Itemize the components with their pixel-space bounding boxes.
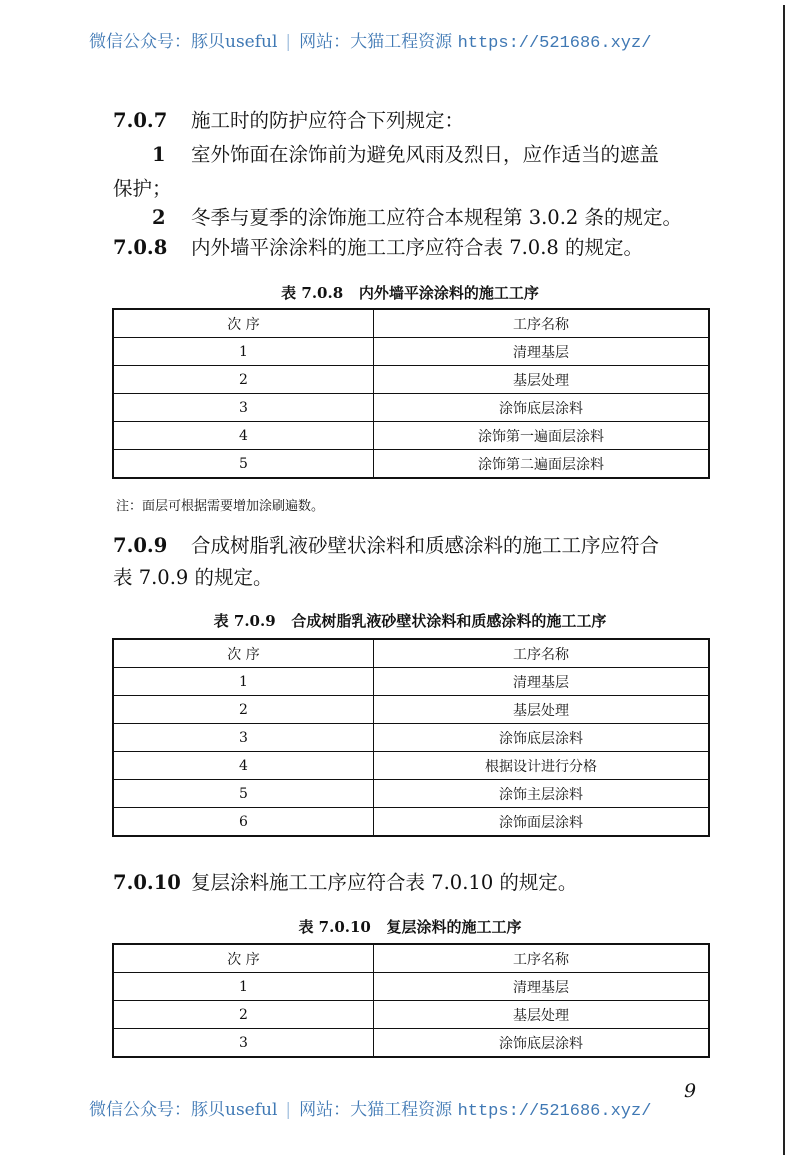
clause-7-0-10 bbox=[113, 873, 577, 893]
clause-7-0-7-item-1 bbox=[152, 145, 659, 165]
cell-process: 基层处理 bbox=[374, 1001, 710, 1029]
cell-sequence: 2 bbox=[113, 1001, 374, 1029]
watermark-site: 网站：大猫工程资源 bbox=[299, 32, 453, 52]
header-process-name: 工序名称 bbox=[374, 944, 710, 973]
table-7-0-9-caption bbox=[0, 610, 800, 631]
cell-process: 涂饰主层涂料 bbox=[374, 780, 710, 808]
clause-number: 7.0.8 bbox=[113, 236, 168, 259]
cell-process: 涂饰面层涂料 bbox=[374, 808, 710, 837]
table-7-0-9 bbox=[112, 638, 710, 837]
header-process-name: 工序名称 bbox=[374, 639, 710, 668]
header-sequence: 次 序 bbox=[113, 309, 374, 338]
header-sequence: 次 序 bbox=[113, 639, 374, 668]
watermark-account: 微信公众号：豚贝useful bbox=[89, 32, 278, 52]
cell-process: 涂饰第一遍面层涂料 bbox=[374, 422, 710, 450]
table-row bbox=[113, 366, 709, 394]
clause-7-0-9 bbox=[113, 536, 659, 556]
page-edge-line bbox=[783, 5, 785, 1155]
clause-text: 复层涂料施工工序应符合表 7.0.10 的规定。 bbox=[191, 871, 578, 894]
clause-7-0-8 bbox=[113, 238, 643, 258]
table-7-0-8-caption bbox=[0, 282, 800, 303]
table-header-row bbox=[113, 309, 709, 338]
table-row bbox=[113, 1029, 709, 1058]
caption-title: 内外墙平涂涂料的施工工序 bbox=[358, 284, 539, 302]
caption-number: 表 7.0.10 bbox=[298, 918, 371, 936]
cell-process: 清理基层 bbox=[374, 668, 710, 696]
cell-process: 涂饰底层涂料 bbox=[374, 724, 710, 752]
clause-text: 合成树脂乳液砂壁状涂料和质感涂料的施工工序应符合 bbox=[191, 534, 660, 557]
watermark-top bbox=[89, 27, 651, 53]
cell-process: 基层处理 bbox=[374, 366, 710, 394]
table-row bbox=[113, 450, 709, 479]
header-sequence: 次 序 bbox=[113, 944, 374, 973]
cell-process: 根据设计进行分格 bbox=[374, 752, 710, 780]
caption-title: 复层涂料的施工工序 bbox=[386, 918, 522, 936]
caption-title: 合成树脂乳液砂壁状涂料和质感涂料的施工工序 bbox=[291, 612, 607, 630]
clause-7-0-9-cont: 表 7.0.9 的规定。 bbox=[113, 566, 273, 589]
table-header-row bbox=[113, 944, 709, 973]
table-7-0-10 bbox=[112, 943, 710, 1058]
item-number: 2 bbox=[152, 206, 166, 229]
watermark-separator: | bbox=[285, 1100, 292, 1120]
clause-text: 内外墙平涂涂料的施工工序应符合表 7.0.8 的规定。 bbox=[191, 236, 644, 259]
table-row bbox=[113, 724, 709, 752]
table-header-row bbox=[113, 639, 709, 668]
cell-sequence: 4 bbox=[113, 422, 374, 450]
table-row bbox=[113, 973, 709, 1001]
cell-process: 清理基层 bbox=[374, 973, 710, 1001]
watermark-bottom bbox=[89, 1095, 651, 1121]
cell-sequence: 5 bbox=[113, 450, 374, 479]
cell-sequence: 1 bbox=[113, 668, 374, 696]
item-number: 1 bbox=[152, 143, 166, 166]
cell-sequence: 4 bbox=[113, 752, 374, 780]
item-text: 冬季与夏季的涂饰施工应符合本规程第 3.0.2 条的规定。 bbox=[191, 206, 683, 229]
cell-sequence: 1 bbox=[113, 973, 374, 1001]
cell-sequence: 5 bbox=[113, 780, 374, 808]
table-7-0-8 bbox=[112, 308, 710, 479]
caption-number: 表 7.0.9 bbox=[213, 612, 276, 630]
table-7-0-8-note: 注：面层可根据需要增加涂刷遍数。 bbox=[116, 499, 325, 514]
watermark-separator: | bbox=[285, 32, 292, 52]
table-row bbox=[113, 422, 709, 450]
cell-sequence: 3 bbox=[113, 1029, 374, 1058]
cell-sequence: 3 bbox=[113, 724, 374, 752]
clause-number: 7.0.7 bbox=[113, 109, 168, 132]
clause-text: 施工时的防护应符合下列规定： bbox=[191, 109, 465, 132]
page-number: 9 bbox=[684, 1080, 697, 1102]
table-row bbox=[113, 808, 709, 837]
table-row bbox=[113, 338, 709, 366]
table-row bbox=[113, 696, 709, 724]
clause-7-0-7-item-1-cont: 保护； bbox=[113, 177, 172, 200]
cell-sequence: 3 bbox=[113, 394, 374, 422]
cell-process: 涂饰底层涂料 bbox=[374, 1029, 710, 1058]
watermark-url[interactable]: https://521686.xyz/ bbox=[457, 34, 652, 53]
cell-process: 涂饰底层涂料 bbox=[374, 394, 710, 422]
header-process-name: 工序名称 bbox=[374, 309, 710, 338]
watermark-url[interactable]: https://521686.xyz/ bbox=[457, 1102, 652, 1121]
table-7-0-10-caption bbox=[0, 916, 800, 937]
clause-number: 7.0.9 bbox=[113, 534, 168, 557]
table-row bbox=[113, 394, 709, 422]
cell-sequence: 1 bbox=[113, 338, 374, 366]
cell-process: 基层处理 bbox=[374, 696, 710, 724]
cell-sequence: 2 bbox=[113, 366, 374, 394]
cell-process: 清理基层 bbox=[374, 338, 710, 366]
table-row bbox=[113, 668, 709, 696]
table-row bbox=[113, 780, 709, 808]
item-text: 室外饰面在涂饰前为避免风雨及烈日，应作适当的遮盖 bbox=[191, 143, 660, 166]
cell-sequence: 6 bbox=[113, 808, 374, 837]
cell-sequence: 2 bbox=[113, 696, 374, 724]
clause-7-0-7 bbox=[113, 111, 464, 131]
watermark-account: 微信公众号：豚贝useful bbox=[89, 1100, 278, 1120]
watermark-site: 网站：大猫工程资源 bbox=[299, 1100, 453, 1120]
clause-7-0-7-item-2 bbox=[152, 208, 682, 228]
table-row bbox=[113, 1001, 709, 1029]
table-row bbox=[113, 752, 709, 780]
caption-number: 表 7.0.8 bbox=[281, 284, 344, 302]
clause-number: 7.0.10 bbox=[113, 871, 181, 894]
cell-process: 涂饰第二遍面层涂料 bbox=[374, 450, 710, 479]
